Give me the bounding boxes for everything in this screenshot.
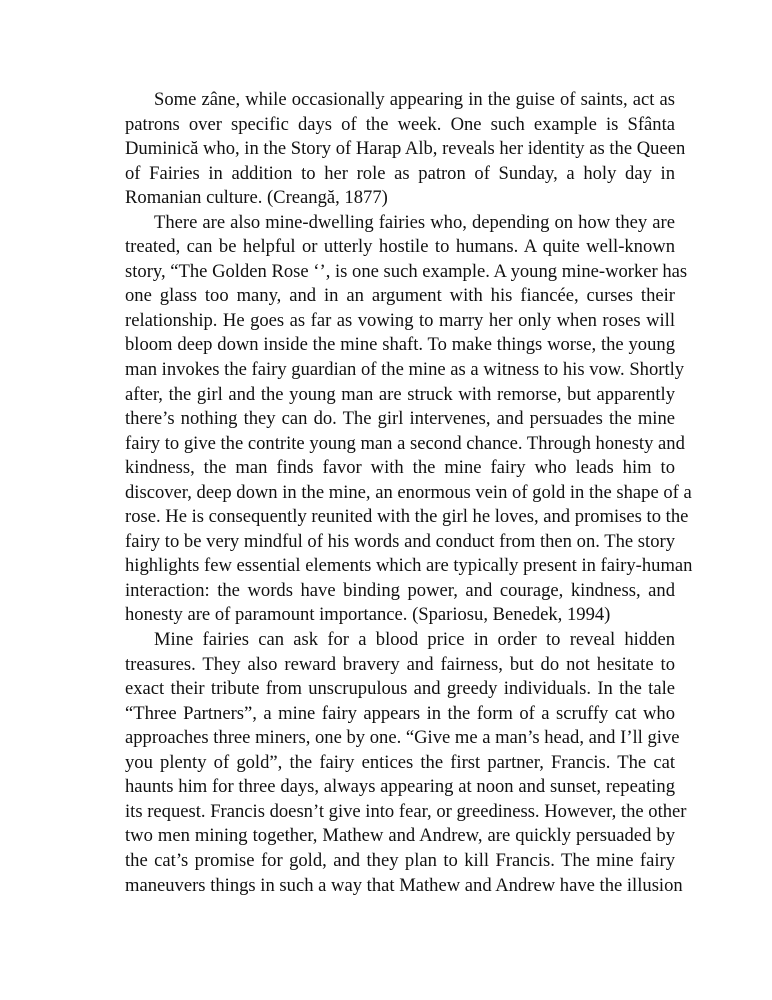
paragraph-golden-rose [96, 211, 693, 628]
text-line: highlights few essential elements which are typically present in fairy-human [125, 555, 693, 577]
text-line: there’s nothing they can do. The girl intervenes, and persuades the mine [125, 408, 675, 430]
text-line: relationship. He goes as far as vowing to marry her only when roses will [125, 309, 675, 331]
text-line: discover, deep down in the mine, an enormous vein of gold in the shape of a [125, 481, 692, 503]
text-line: bloom deep down inside the mine shaft. To make things worse, the young [125, 334, 675, 356]
text-line: one glass too many, and in an argument with his fiancée, curses their [125, 285, 675, 307]
text-line: approaches three miners, one by one. “Give me a man’s head, and I’ll give [125, 727, 680, 749]
text-line: two men mining together, Mathew and Andrew, are quickly persuaded by [125, 825, 675, 847]
text-line: interaction: the words have binding power, and courage, kindness, and [125, 579, 675, 601]
text-line: maneuvers things in such a way that Mathew and Andrew have the illusion [125, 874, 683, 896]
text-line: treasures. They also reward bravery and fairness, but do not hesitate to [125, 653, 675, 675]
text-line: treated, can be helpful or utterly hostile to humans. A quite well-known [125, 236, 675, 258]
text-line: patrons over specific days of the week. One such example is Sfânta [125, 113, 675, 135]
text-line: the cat’s promise for gold, and they plan to kill Francis. The mine fairy [125, 849, 675, 871]
text-line: honesty are of paramount importance. (Spariosu, Benedek, 1994) [125, 604, 611, 626]
paragraph-zane-saints [96, 88, 686, 211]
document-page [96, 88, 693, 898]
text-line: rose. He is consequently reunited with the girl he loves, and promises to the [125, 506, 689, 528]
text-line: There are also mine-dwelling fairies who, depending on how they are [154, 211, 675, 233]
text-line: man invokes the fairy guardian of the mine as a witness to his vow. Shortly [125, 359, 685, 381]
text-line: you plenty of gold”, the fairy entices the first partner, Francis. The cat [125, 751, 675, 773]
text-line: Some zâne, while occasionally appearing in the guise of saints, act as [154, 89, 675, 110]
text-line: after, the girl and the young man are struck with remorse, but apparently [125, 383, 675, 405]
text-line: fairy to give the contrite young man a second chance. Through honesty and [125, 432, 685, 454]
text-line: “Three Partners”, a mine fairy appears in the form of a scruffy cat who [125, 702, 675, 724]
text-line: exact their tribute from unscrupulous and greedy individuals. In the tale [125, 678, 675, 700]
text-line: fairy to be very mindful of his words and conduct from then on. The story [125, 530, 675, 552]
text-line: haunts him for three days, always appearing at noon and sunset, repeating [125, 776, 675, 798]
text-line: story, “The Golden Rose ‘’, is one such example. A young mine-worker has [125, 260, 688, 282]
text-line: of Fairies in addition to her role as patron of Sunday, a holy day in [125, 162, 675, 184]
text-line: Romanian culture. (Creangă, 1877) [125, 187, 388, 209]
paragraph-mine-fairies [96, 628, 687, 898]
text-line: Mine fairies can ask for a blood price in order to reveal hidden [154, 629, 675, 651]
text-line: its request. Francis doesn’t give into fear, or greediness. However, the other [125, 800, 687, 822]
text-line: kindness, the man finds favor with the mine fairy who leads him to [125, 457, 675, 479]
text-line: Duminică who, in the Story of Harap Alb, reveals her identity as the Queen [125, 138, 686, 160]
